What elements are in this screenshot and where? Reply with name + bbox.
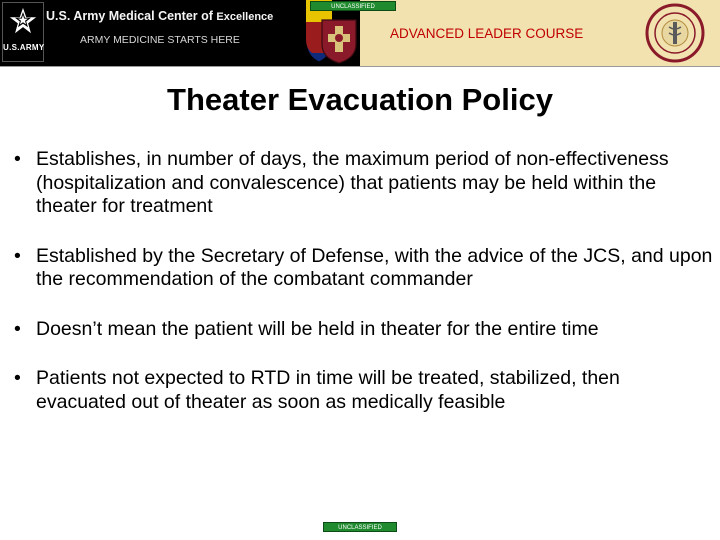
course-title: ADVANCED LEADER COURSE <box>390 26 584 41</box>
classification-banner-bottom: UNCLASSIFIED <box>323 522 397 532</box>
bullet-item <box>14 367 714 414</box>
bullet-dot-icon: • <box>14 244 21 267</box>
academy-seal <box>645 3 705 63</box>
medical-shield-badge <box>318 18 360 64</box>
bullet-text: Established by the Secretary of Defense, with the advice of the JCS, and upon the recommendation of the combatant commander <box>36 244 713 290</box>
slide-title: Theater Evacuation Policy <box>167 82 553 117</box>
army-logo-text: U.S.ARMY <box>3 43 45 52</box>
center-name-suffix: Excellence <box>216 11 274 23</box>
us-army-logo <box>2 2 44 62</box>
bullet-item <box>14 245 714 292</box>
bullet-list <box>14 148 714 440</box>
bullet-item <box>14 318 714 342</box>
bullet-dot-icon: • <box>14 148 21 170</box>
classification-banner-top: UNCLASSIFIED <box>310 1 396 11</box>
bullet-text: Establishes, in number of days, the maximum period of non-effectiveness (hospitalization and convalescence) that patients may be held within the theater for treatment <box>36 148 669 217</box>
center-name-main: U.S. Army Medical Center of <box>46 9 213 23</box>
bullet-dot-icon: • <box>14 317 21 340</box>
slide-header <box>0 0 720 66</box>
header-divider <box>0 66 720 67</box>
center-name <box>46 9 273 23</box>
tagline: ARMY MEDICINE STARTS HERE <box>80 34 240 46</box>
bullet-text: Patients not expected to RTD in time will be treated, stabilized, then evacuated out of theater as soon as medically feasible <box>36 367 620 413</box>
army-star-icon <box>8 6 38 36</box>
bullet-item <box>14 148 714 219</box>
bullet-dot-icon: • <box>14 367 21 389</box>
bullet-text: Doesn’t mean the patient will be held in theater for the entire time <box>36 317 599 340</box>
